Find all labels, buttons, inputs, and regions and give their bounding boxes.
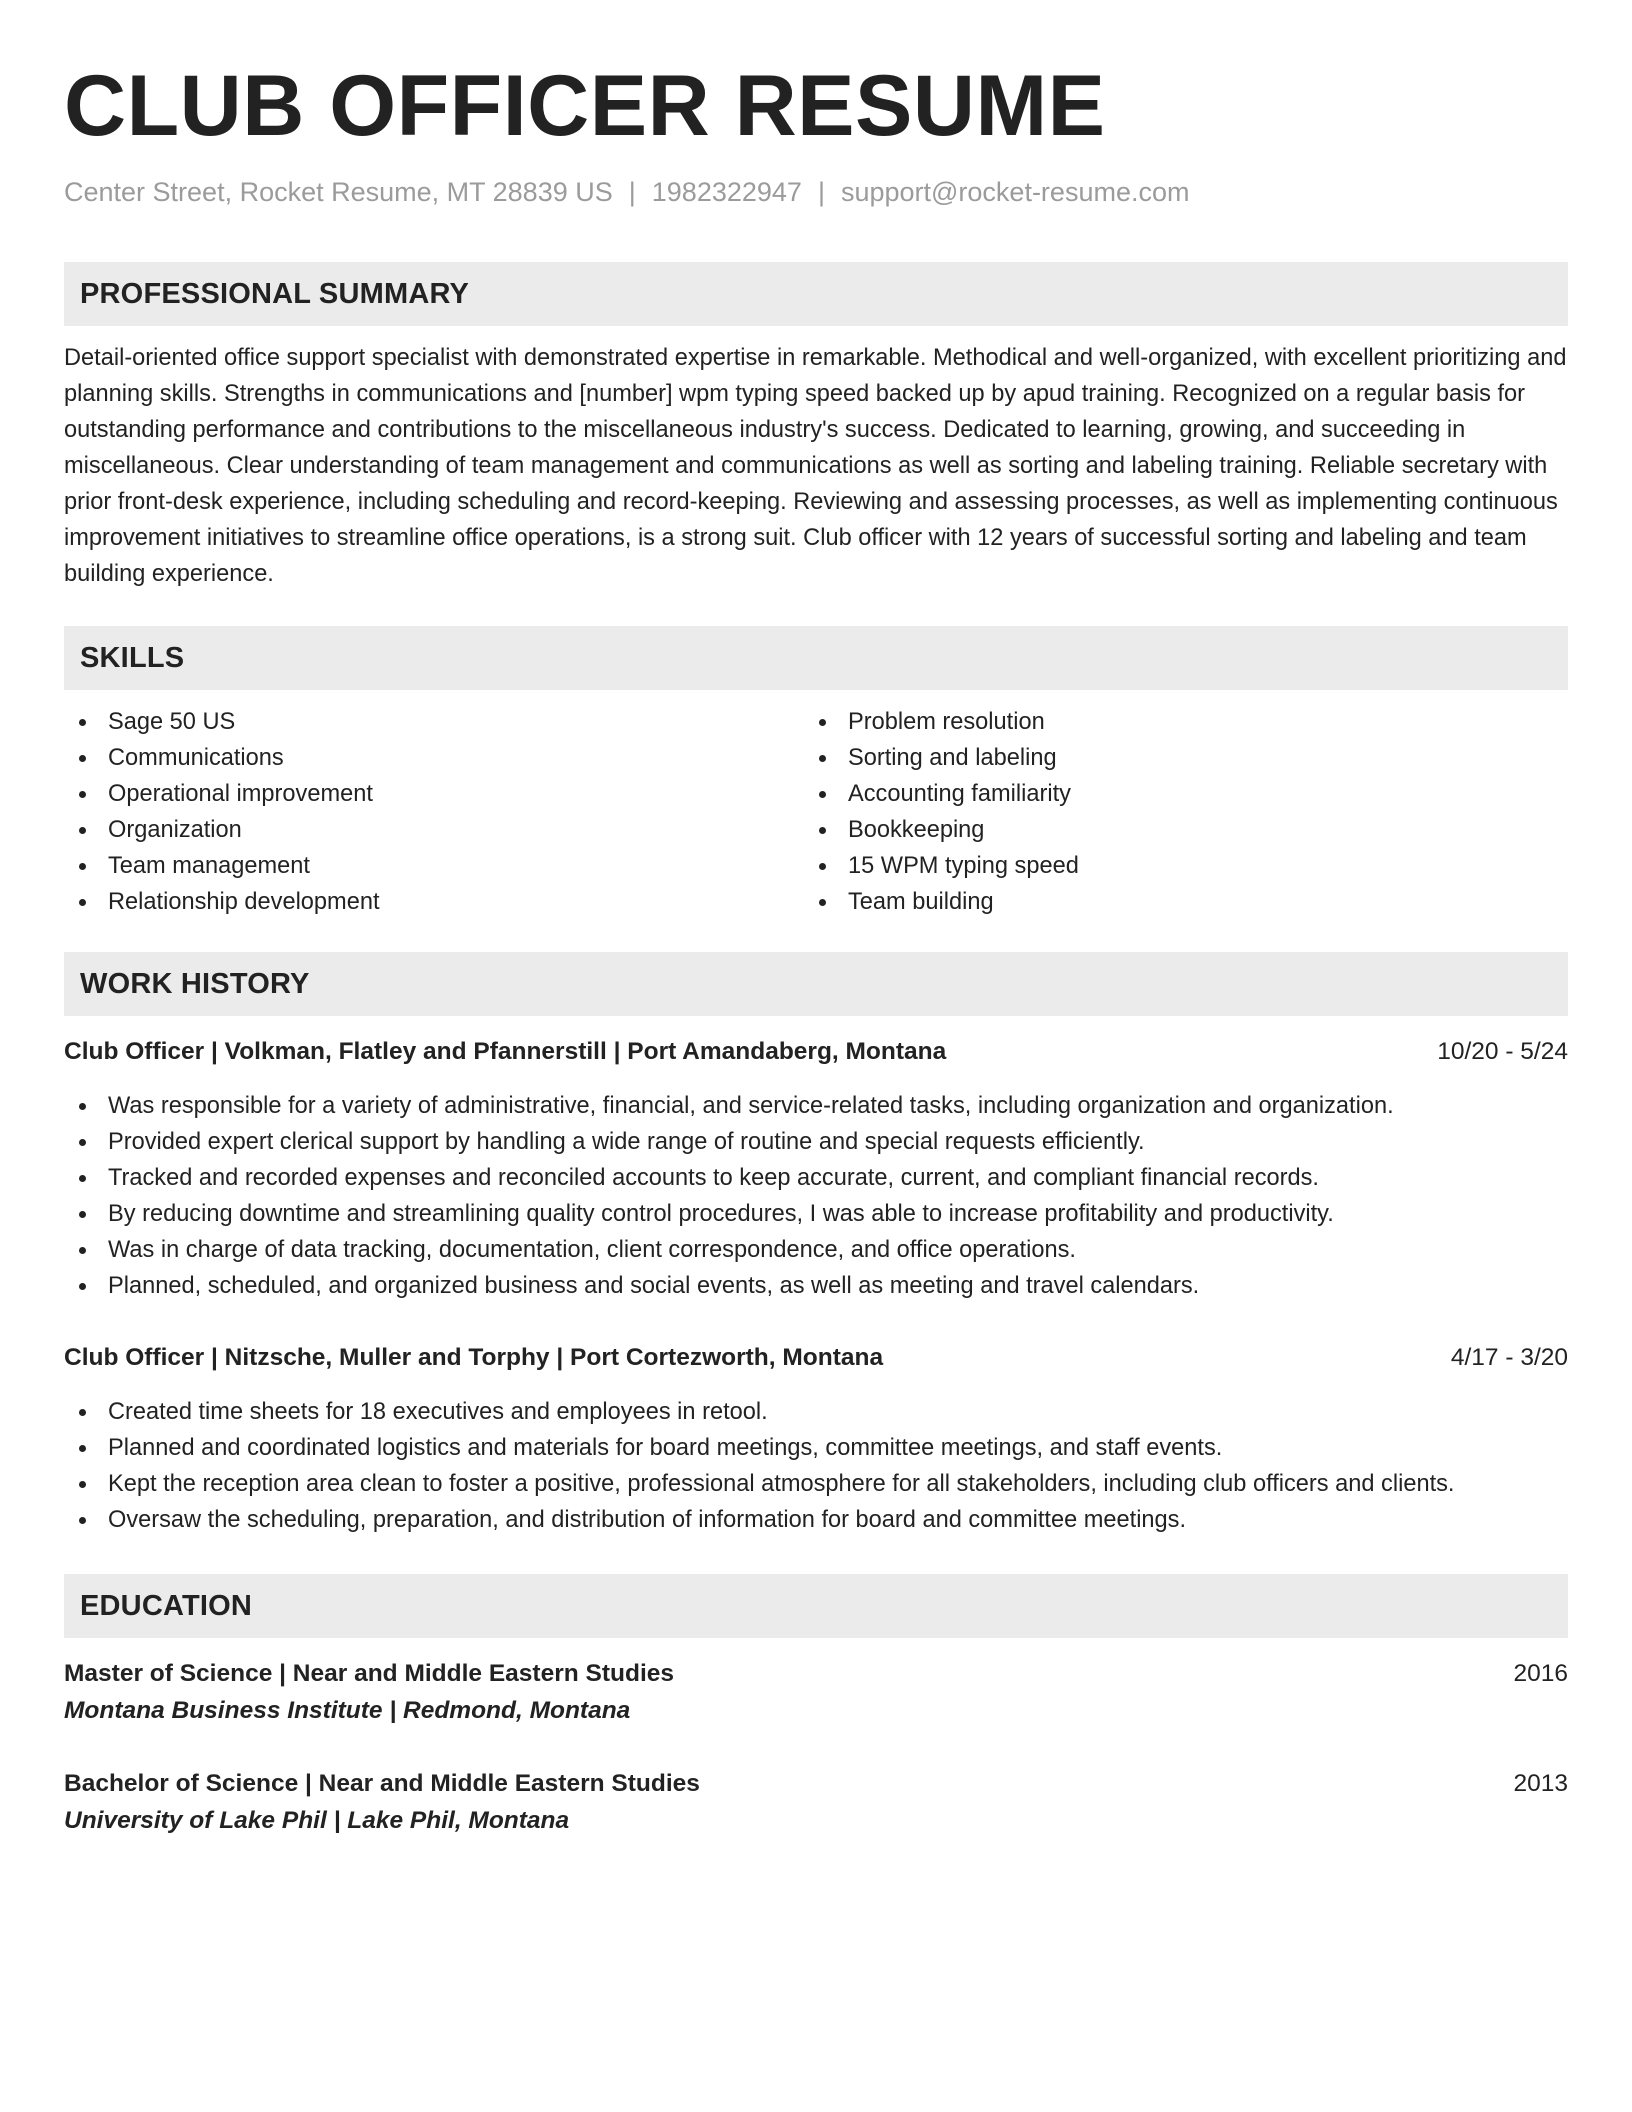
skills-list-left bbox=[64, 704, 804, 920]
education-school: Montana Business Institute | Redmond, Montana bbox=[64, 1697, 631, 1724]
job-bullet: Oversaw the scheduling, preparation, and distribution of information for board and committee meetings. bbox=[64, 1502, 1568, 1538]
skill-item: Communications bbox=[64, 740, 804, 776]
contact-line bbox=[64, 174, 1568, 210]
job-title: Club Officer | Nitzsche, Muller and Torphy | Port Cortezworth, Montana bbox=[64, 1344, 884, 1371]
section-header-education: EDUCATION bbox=[64, 1574, 1568, 1638]
summary-text: Detail-oriented office support specialist with demonstrated expertise in remarkable. Methodical and well-organized, with excellent prioritizing and planning skills. Strengths in communications and [number] wpm typing speed backed up by apud training. Recognized on a regular basis for outstanding performance and contributions to the miscellaneous industry's success. Dedicated to learning, growing, and succeeding in miscellaneous. Clear understanding of team management and communications as well as sorting and labeling training. Reliable secretary with prior front-desk experience, including scheduling and record-keeping. Reviewing and assessing processes, as well as implementing continuous improvement initiatives to streamline office operations, is a strong suit. Club officer with 12 years of successful sorting and labeling and team building experience. bbox=[64, 345, 1567, 587]
education-entry bbox=[64, 1766, 1568, 1840]
job-bullets bbox=[64, 1394, 1568, 1538]
skill-item: 15 WPM typing speed bbox=[804, 848, 1544, 884]
job-bullet: Tracked and recorded expenses and reconciled accounts to keep accurate, current, and compliant financial records. bbox=[64, 1160, 1568, 1196]
job-entry bbox=[64, 1034, 1568, 1304]
skill-item: Sorting and labeling bbox=[804, 740, 1544, 776]
education-degree: Bachelor of Science | Near and Middle Eastern Studies bbox=[64, 1770, 700, 1797]
job-bullets bbox=[64, 1088, 1568, 1304]
skill-item: Team building bbox=[804, 884, 1544, 920]
education-school: University of Lake Phil | Lake Phil, Montana bbox=[64, 1807, 570, 1834]
job-bullet: Provided expert clerical support by handling a wide range of routine and special requests efficiently. bbox=[64, 1124, 1568, 1160]
education-header bbox=[64, 1766, 1568, 1802]
job-title: Club Officer | Volkman, Flatley and Pfannerstill | Port Amandaberg, Montana bbox=[64, 1038, 947, 1065]
skill-item: Problem resolution bbox=[804, 704, 1544, 740]
skill-item: Accounting familiarity bbox=[804, 776, 1544, 812]
job-bullet: By reducing downtime and streamlining quality control procedures, I was able to increase profitability and productivity. bbox=[64, 1196, 1568, 1232]
job-bullet: Kept the reception area clean to foster a positive, professional atmosphere for all stakeholders, including club officers and clients. bbox=[64, 1466, 1568, 1502]
job-bullet: Was responsible for a variety of administrative, financial, and service-related tasks, including organization and organization. bbox=[64, 1088, 1568, 1124]
skills-grid bbox=[64, 704, 1568, 920]
skill-item: Organization bbox=[64, 812, 804, 848]
job-header bbox=[64, 1340, 1568, 1376]
job-dates: 4/17 - 3/20 bbox=[1450, 1344, 1568, 1371]
contact-phone: 1982322947 bbox=[651, 177, 802, 207]
job-bullet: Created time sheets for 18 executives and employees in retool. bbox=[64, 1394, 1568, 1430]
contact-separator: | bbox=[817, 177, 825, 207]
resume-title: CLUB OFFICER RESUME bbox=[64, 58, 1106, 154]
section-header-skills: SKILLS bbox=[64, 626, 1568, 690]
job-bullet: Planned, scheduled, and organized business and social events, as well as meeting and travel calendars. bbox=[64, 1268, 1568, 1304]
contact-address: Center Street, Rocket Resume, MT 28839 US bbox=[64, 177, 613, 207]
education-entry bbox=[64, 1656, 1568, 1730]
education-degree: Master of Science | Near and Middle Eastern Studies bbox=[64, 1660, 675, 1687]
job-entry bbox=[64, 1340, 1568, 1538]
skill-item: Team management bbox=[64, 848, 804, 884]
education-year: 2016 bbox=[1513, 1660, 1568, 1687]
job-bullet: Planned and coordinated logistics and materials for board meetings, committee meetings, and staff events. bbox=[64, 1430, 1568, 1466]
section-header-work-history: WORK HISTORY bbox=[64, 952, 1568, 1016]
skill-item: Sage 50 US bbox=[64, 704, 804, 740]
skill-item: Relationship development bbox=[64, 884, 804, 920]
job-dates: 10/20 - 5/24 bbox=[1437, 1038, 1568, 1065]
education-header bbox=[64, 1656, 1568, 1692]
job-bullet: Was in charge of data tracking, documentation, client correspondence, and office operations. bbox=[64, 1232, 1568, 1268]
contact-email: support@rocket-resume.com bbox=[840, 177, 1190, 207]
job-header bbox=[64, 1034, 1568, 1070]
skill-item: Bookkeeping bbox=[804, 812, 1544, 848]
skill-item: Operational improvement bbox=[64, 776, 804, 812]
contact-separator: | bbox=[628, 177, 636, 207]
education-year: 2013 bbox=[1513, 1770, 1568, 1797]
skills-list-right bbox=[804, 704, 1544, 920]
section-header-summary: PROFESSIONAL SUMMARY bbox=[64, 262, 1568, 326]
